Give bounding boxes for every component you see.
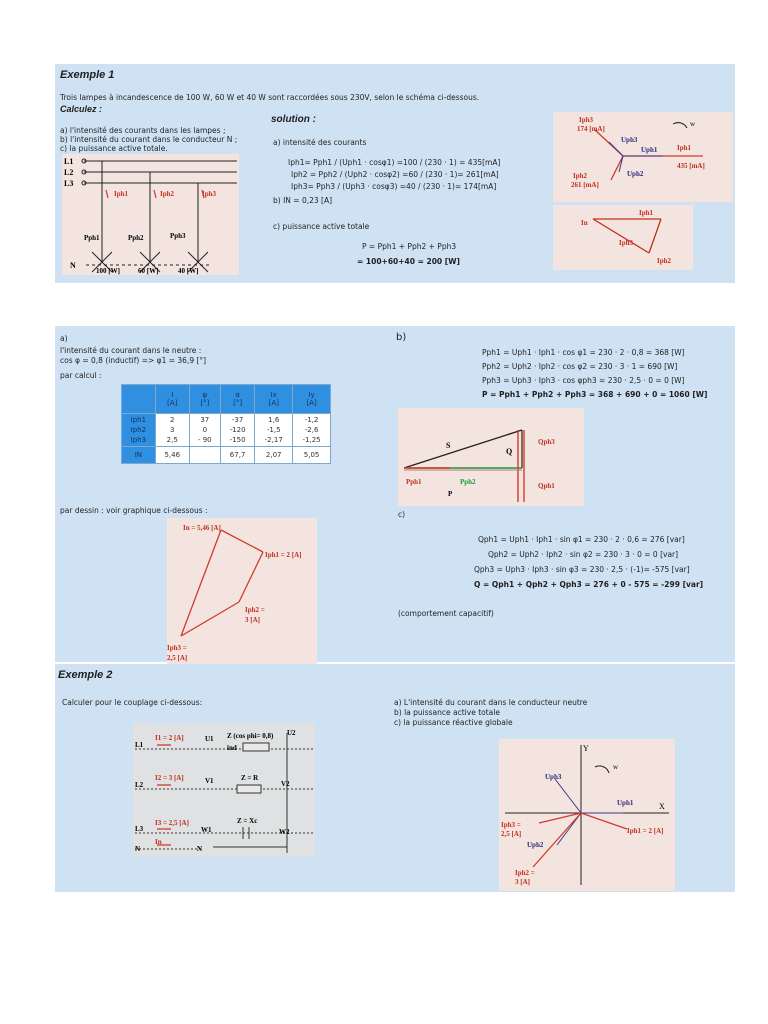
graph-iph1: Iph1 = 2 [A] <box>265 551 302 559</box>
ex2-u2: U2 <box>287 729 296 737</box>
ex2-in: In <box>155 838 162 846</box>
vec-iph3: Iph3 <box>579 116 594 124</box>
table-cell: -2,17 <box>264 436 283 444</box>
ex2-vec-x: X <box>659 802 665 811</box>
ex2-u1: U1 <box>205 735 214 743</box>
table-cell: -1,5 <box>266 426 281 434</box>
ptri-q: Q <box>506 447 513 456</box>
coupling-circuit-diagram <box>133 723 315 857</box>
vec-uph1: Uph1 <box>641 146 658 154</box>
table-cell <box>189 447 220 464</box>
dessin-line: par dessin : voir graphique ci-dessous : <box>60 506 208 515</box>
formula-iph2: Iph2 = Pph2 / (Uph2 · cosφ2) =60 / (230 · 1)= 261[mA] <box>291 170 499 179</box>
graph-iph3: Iph3 = <box>167 644 187 652</box>
ex2-vec-w: w <box>613 763 619 771</box>
ptri-pph2: Pph2 <box>460 478 476 486</box>
calculez-heading: Calculez : <box>60 104 103 114</box>
table-header: α [°] <box>220 385 254 414</box>
ex2-vec-iph2-value: 3 [A] <box>515 878 530 886</box>
part-c-label: c) <box>398 510 406 519</box>
vec-uph3: Uph3 <box>621 136 638 144</box>
table-cell: 1,6 <box>268 416 280 424</box>
table-cell: 67,7 <box>220 447 254 464</box>
ex2-vec-uph3: Uph3 <box>545 773 562 781</box>
graph-in: In = 5,46 [A] <box>183 524 221 532</box>
ex2-question-c: c) la puissance réactive globale <box>394 718 513 727</box>
iph2-label: Iph2 <box>160 190 175 198</box>
ex2-i1: I1 = 2 [A] <box>155 734 184 742</box>
ex2-vector-diagram <box>499 739 675 891</box>
ex2-question-a: a) L'intensité du courant dans le conducteur neutre <box>394 698 588 707</box>
tri-in: In <box>581 219 588 227</box>
table-cell: 2,07 <box>255 447 293 464</box>
ex2-z1: Z (cos phi= 0,8) <box>227 732 274 740</box>
table-header: φ [°] <box>189 385 220 414</box>
power-pph1: Pph1 = Uph1 · Iph1 · cos φ1 = 230 · 2 · 0,8 = 368 [W] <box>482 348 685 357</box>
pph3-label: Pph3 <box>170 232 186 240</box>
ex2-z3: Z = Xc <box>237 817 258 825</box>
part-a-line1: l'intensité du courant dans le neutre : <box>60 346 202 355</box>
power-formula: P = Pph1 + Pph2 + Pph3 <box>362 242 457 251</box>
vec-iph3-value: 174 [mA] <box>577 125 605 133</box>
row-label: Iph1 <box>130 416 147 424</box>
table-cell: -120 <box>229 426 246 434</box>
solution-heading: solution : <box>271 114 316 125</box>
part-a-label: a) <box>60 334 68 343</box>
solution-a: a) intensité des courants <box>273 138 367 147</box>
power-triangle-diagram <box>398 408 584 506</box>
table-header: Ix [A] <box>255 385 293 414</box>
graph-iph2: Iph2 = <box>245 606 265 614</box>
reactive-total: Q = Qph1 + Qph2 + Qph3 = 276 + 0 - 575 = -299 [var] <box>474 580 704 589</box>
ex2-l1: L1 <box>135 741 144 749</box>
formula-iph3: Iph3= Pph3 / (Uph3 · cosφ3) =40 / (230 · 1)= 174[mA] <box>291 182 497 191</box>
ex2-vec-iph3: Iph3 = <box>501 821 521 829</box>
pph1-label: Pph1 <box>84 234 100 242</box>
power-total: P = Pph1 + Pph2 + Pph3 = 368 + 690 + 0 = 1060 [W] <box>482 390 708 399</box>
question-a: a) l'intensité des courants dans les lampes ; <box>60 126 226 135</box>
table-cell: 5,46 <box>155 447 189 464</box>
table-cell: -2,6 <box>304 426 319 434</box>
table-cell: 0 <box>202 426 208 434</box>
total-label: IN <box>122 447 156 464</box>
reactive-qph2: Qph2 = Uph2 · Iph2 · sin φ2 = 230 · 3 · 0 = 0 [var] <box>488 550 679 559</box>
table-row <box>122 385 331 414</box>
l3-label: L3 <box>64 179 74 188</box>
table-header: Iy [A] <box>293 385 331 414</box>
ex2-vec-iph2: Iph2 = <box>515 869 535 877</box>
ptri-qph3: Qph3 <box>538 438 555 446</box>
ex2-question-b: b) la puissance active totale <box>394 708 500 717</box>
row-label: Iph3 <box>130 436 147 444</box>
ex2-w1: W1 <box>201 826 212 834</box>
part-b-label: b) <box>396 332 407 343</box>
ptri-pph1: Pph1 <box>406 478 422 486</box>
reactive-qph1: Qph1 = Uph1 · Iph1 · sin φ1 = 230 · 2 · 0,6 = 276 [var] <box>478 535 685 544</box>
table-cell: -150 <box>229 436 246 444</box>
table-cell: 3 <box>170 426 175 434</box>
table-header: I [A] <box>155 385 189 414</box>
ex2-i2: I2 = 3 [A] <box>155 774 184 782</box>
graph-iph3-value: 2,5 [A] <box>167 654 188 662</box>
part-a-line2: cos φ = 0,8 (inductif) => φ1 = 36,9 [°] <box>60 356 207 365</box>
table-cell: - 90 <box>197 436 212 444</box>
example1-title: Exemple 1 <box>60 69 115 81</box>
ex2-vec-y: Y <box>583 744 589 753</box>
vec-iph2-value: 261 [mA] <box>571 181 599 189</box>
table-row <box>122 447 331 464</box>
tri-iph1: Iph1 <box>639 209 654 217</box>
power-result: = 100+60+40 = 200 [W] <box>357 257 460 266</box>
question-b: b) l'intensité du courant dans le conducteur N ; <box>60 135 238 144</box>
ex2-vec-iph3-value: 2,5 [A] <box>501 830 522 838</box>
table-cell: -1,25 <box>302 436 321 444</box>
vec-w: w <box>690 120 696 128</box>
graph-iph2-value: 3 [A] <box>245 616 260 624</box>
table-cell: 2,5 <box>166 436 178 444</box>
power-pph3: Pph3 = Uph3 · Iph3 · cos φph3 = 230 · 2,5 · 0 = 0 [W] <box>482 376 685 385</box>
vec-iph1-value: 435 [mA] <box>677 162 705 170</box>
table-cell: 2 <box>170 416 175 424</box>
w100-label: 100 [W] <box>96 267 120 275</box>
reactive-qph3: Qph3 = Uph3 · Iph3 · sin φ3 = 230 · 2,5 · (-1)= -575 [var] <box>474 565 690 574</box>
w60-label: 60 [W] <box>138 267 159 275</box>
example2-title: Exemple 2 <box>58 669 113 681</box>
tri-iph2: Iph2 <box>657 257 672 265</box>
solution-b: b) IN = 0,23 [A] <box>273 196 333 205</box>
solution-c: c) puissance active totale <box>273 222 370 231</box>
vec-uph2: Uph2 <box>627 170 644 178</box>
ptri-p: P <box>448 490 453 498</box>
neutral-current-graph <box>167 518 317 664</box>
table-row <box>122 414 331 447</box>
vec-iph1: Iph1 <box>677 144 692 152</box>
row-label: Iph2 <box>130 426 147 434</box>
question-c: c) la puissance active totale. <box>60 144 168 153</box>
ex2-vec-uph2: Uph2 <box>527 841 544 849</box>
ex2-v1: V1 <box>205 777 214 785</box>
ex2-ind: ind <box>227 744 237 752</box>
lamp-circuit-diagram <box>62 154 239 275</box>
current-sum-diagram <box>553 205 693 270</box>
l1-label: L1 <box>64 157 74 166</box>
iph1-label: Iph1 <box>114 190 129 198</box>
formula-iph1: Iph1= Pph1 / (Uph1 · cosφ1) =100 / (230 · 1) = 435[mA] <box>288 158 501 167</box>
pph2-label: Pph2 <box>128 234 144 242</box>
example1-intro: Trois lampes à incandescence de 100 W, 60 W et 40 W sont raccordées sous 230V, selon le schéma ci-dessous. <box>60 93 480 102</box>
part-a-line3: par calcul : <box>60 371 102 380</box>
ex2-l3: L3 <box>135 825 144 833</box>
capacitive-note: (comportement capacitif) <box>398 609 494 618</box>
ex2-n2: N <box>197 845 203 853</box>
current-vector-diagram <box>553 112 733 202</box>
ptri-s: S <box>446 441 451 450</box>
l2-label: L2 <box>64 168 74 177</box>
ex2-i3: I3 = 2,5 [A] <box>155 819 189 827</box>
ex2-w2: W2 <box>279 828 290 836</box>
n-label: N <box>70 261 76 270</box>
w40-label: 40 [W] <box>178 267 199 275</box>
ex2-v2: V2 <box>281 780 290 788</box>
table-cell: -1,2 <box>304 416 319 424</box>
ex2-vec-iph1: Iph1 = 2 [A] <box>627 827 664 835</box>
example2-intro: Calculer pour le couplage ci-dessous: <box>62 698 203 707</box>
table-cell: 5,05 <box>293 447 331 464</box>
ptri-qph1: Qph1 <box>538 482 555 490</box>
power-pph2: Pph2 = Uph2 · Iph2 · cos φ2 = 230 · 3 · 1 = 690 [W] <box>482 362 678 371</box>
ex2-z2: Z = R <box>241 774 259 782</box>
iph3-label: Iph3 <box>202 190 217 198</box>
ex2-n: N <box>135 845 141 853</box>
ex2-vec-uph1: Uph1 <box>617 799 634 807</box>
current-calculation-table <box>121 384 331 464</box>
table-cell: -37 <box>231 416 244 424</box>
vec-iph2: Iph2 <box>573 172 588 180</box>
tri-iph3: Iph3 <box>619 239 634 247</box>
table-cell: 37 <box>200 416 210 424</box>
ex2-l2: L2 <box>135 781 144 789</box>
